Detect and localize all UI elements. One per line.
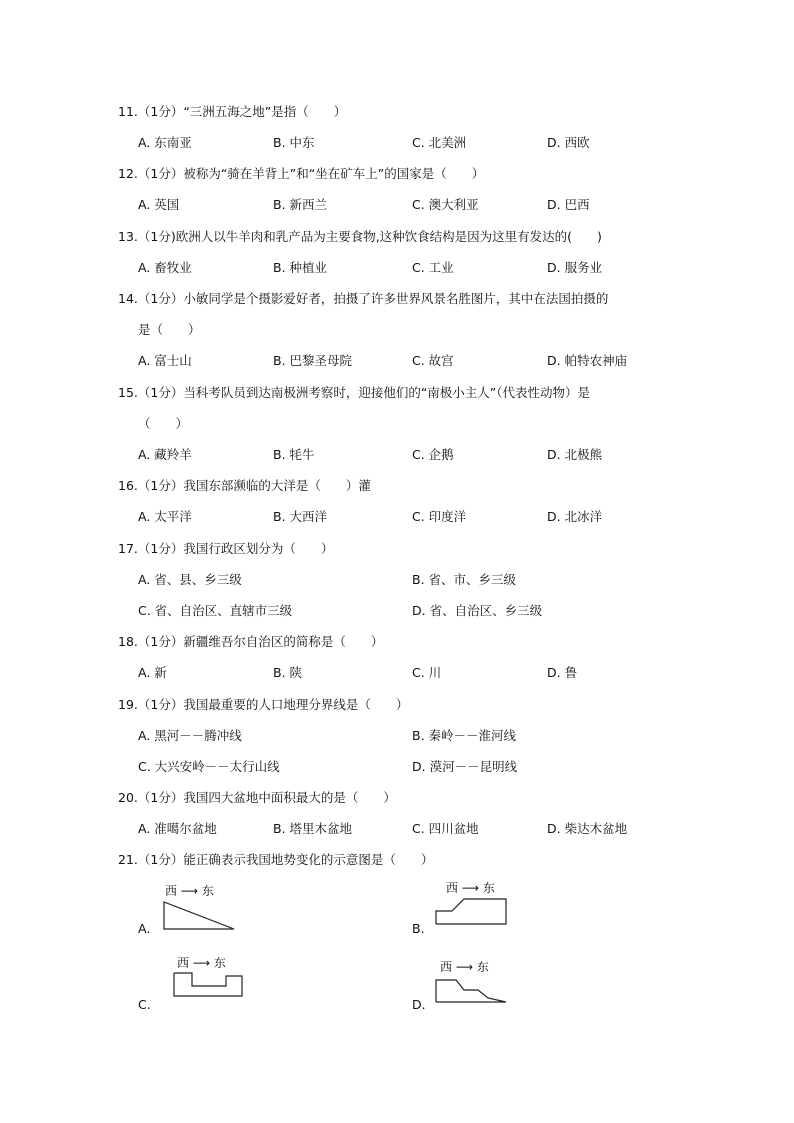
q14-option-a[interactable]: A. 富士山 — [138, 353, 192, 368]
q21-option-d[interactable]: D. — [412, 997, 426, 1012]
q13-option-c[interactable]: C. 工业 — [412, 260, 454, 275]
q16-option-b[interactable]: B. 大西洋 — [273, 509, 328, 524]
q15-option-c[interactable]: C. 企鹅 — [412, 447, 454, 462]
q17-option-b[interactable]: B. 省、市、乡三级 — [412, 572, 517, 587]
q12-option-c[interactable]: C. 澳大利亚 — [412, 197, 479, 212]
question-11-stem: 11.（1分）“三洲五海之地”是指（ ） — [118, 104, 347, 119]
question-14-stem-cont: 是（ ） — [138, 322, 201, 337]
q17-option-c[interactable]: C. 省、自治区、直辖市三级 — [138, 603, 293, 618]
q11-option-d[interactable]: D. 西欧 — [547, 135, 590, 150]
q12-option-d[interactable]: D. 巴西 — [547, 197, 590, 212]
q21-b-direction-label: 西 ⟶ 东 — [446, 881, 495, 895]
q18-option-a[interactable]: A. 新 — [138, 665, 167, 680]
q14-option-c[interactable]: C. 故宫 — [412, 353, 454, 368]
question-16-stem: 16.（1分）我国东部濒临的大洋是（ ）灌 — [118, 478, 371, 493]
q11-option-b[interactable]: B. 中东 — [273, 135, 315, 150]
question-19-stem: 19.（1分）我国最重要的人口地理分界线是（ ） — [118, 697, 409, 712]
q12-option-a[interactable]: A. 英国 — [138, 197, 180, 212]
q15-option-a[interactable]: A. 藏羚羊 — [138, 447, 192, 462]
q16-option-c[interactable]: C. 印度洋 — [412, 509, 467, 524]
q14-option-d[interactable]: D. 帕特农神庙 — [547, 353, 628, 368]
q21-diagram-c[interactable] — [170, 970, 246, 1000]
q18-option-c[interactable]: C. 川 — [412, 665, 442, 680]
q13-option-d[interactable]: D. 服务业 — [547, 260, 603, 275]
q19-option-b[interactable]: B. 秦岭－－淮河线 — [412, 728, 517, 743]
q17-option-d[interactable]: D. 省、自治区、乡三级 — [412, 603, 543, 618]
question-13-stem: 13.（1分)欧洲人以牛羊肉和乳产品为主要食物,这种饮食结构是因为这里有发达的( ) — [118, 229, 602, 244]
q18-option-d[interactable]: D. 鲁 — [547, 665, 578, 680]
question-18-stem: 18.（1分）新疆维吾尔自治区的简称是（ ） — [118, 634, 384, 649]
q15-option-d[interactable]: D. 北极熊 — [547, 447, 603, 462]
question-15-stem: 15.（1分）当科考队员到达南极洲考察时，迎接他们的“南极小主人”（代表性动物）是 — [118, 385, 591, 400]
q11-option-c[interactable]: C. 北美洲 — [412, 135, 467, 150]
question-14-stem: 14.（1分）小敏同学是个摄影爱好者，拍摄了许多世界风景名胜图片，其中在法国拍摄的 — [118, 291, 609, 306]
q17-option-a[interactable]: A. 省、县、乡三级 — [138, 572, 242, 587]
q14-option-b[interactable]: B. 巴黎圣母院 — [273, 353, 353, 368]
q12-option-b[interactable]: B. 新西兰 — [273, 197, 328, 212]
q21-option-a[interactable]: A. — [138, 921, 151, 936]
q21-diagram-a[interactable] — [162, 898, 242, 934]
q20-option-d[interactable]: D. 柴达木盆地 — [547, 821, 628, 836]
q18-option-b[interactable]: B. 陕 — [273, 665, 303, 680]
question-12-stem: 12.（1分）被称为“骑在羊背上”和“坐在矿车上”的国家是（ ） — [118, 166, 485, 181]
q21-option-c[interactable]: C. — [138, 997, 151, 1012]
question-15-stem-cont: （ ） — [138, 416, 189, 431]
q15-option-b[interactable]: B. 牦牛 — [273, 447, 315, 462]
q11-option-a[interactable]: A. 东南亚 — [138, 135, 192, 150]
q21-diagram-b[interactable] — [434, 893, 514, 929]
q16-option-d[interactable]: D. 北冰洋 — [547, 509, 603, 524]
q19-option-a[interactable]: A. 黑河－－腾冲线 — [138, 728, 242, 743]
q21-d-direction-label: 西 ⟶ 东 — [440, 960, 489, 974]
q21-c-direction-label: 西 ⟶ 东 — [177, 956, 226, 970]
q20-option-c[interactable]: C. 四川盆地 — [412, 821, 479, 836]
q21-a-direction-label: 西 ⟶ 东 — [165, 884, 214, 898]
q20-option-b[interactable]: B. 塔里木盆地 — [273, 821, 353, 836]
q13-option-a[interactable]: A. 畜牧业 — [138, 260, 192, 275]
q21-option-b[interactable]: B. — [412, 921, 425, 936]
q13-option-b[interactable]: B. 种植业 — [273, 260, 328, 275]
question-20-stem: 20.（1分）我国四大盆地中面积最大的是（ ） — [118, 790, 396, 805]
q20-option-a[interactable]: A. 准噶尔盆地 — [138, 821, 217, 836]
q19-option-c[interactable]: C. 大兴安岭－－太行山线 — [138, 759, 280, 774]
question-17-stem: 17.（1分）我国行政区划分为（ ） — [118, 541, 334, 556]
question-21-stem: 21.（1分）能正确表示我国地势变化的示意图是（ ） — [118, 852, 434, 867]
q19-option-d[interactable]: D. 漠河－－昆明线 — [412, 759, 518, 774]
q16-option-a[interactable]: A. 太平洋 — [138, 509, 192, 524]
q21-diagram-d[interactable] — [434, 974, 512, 1006]
